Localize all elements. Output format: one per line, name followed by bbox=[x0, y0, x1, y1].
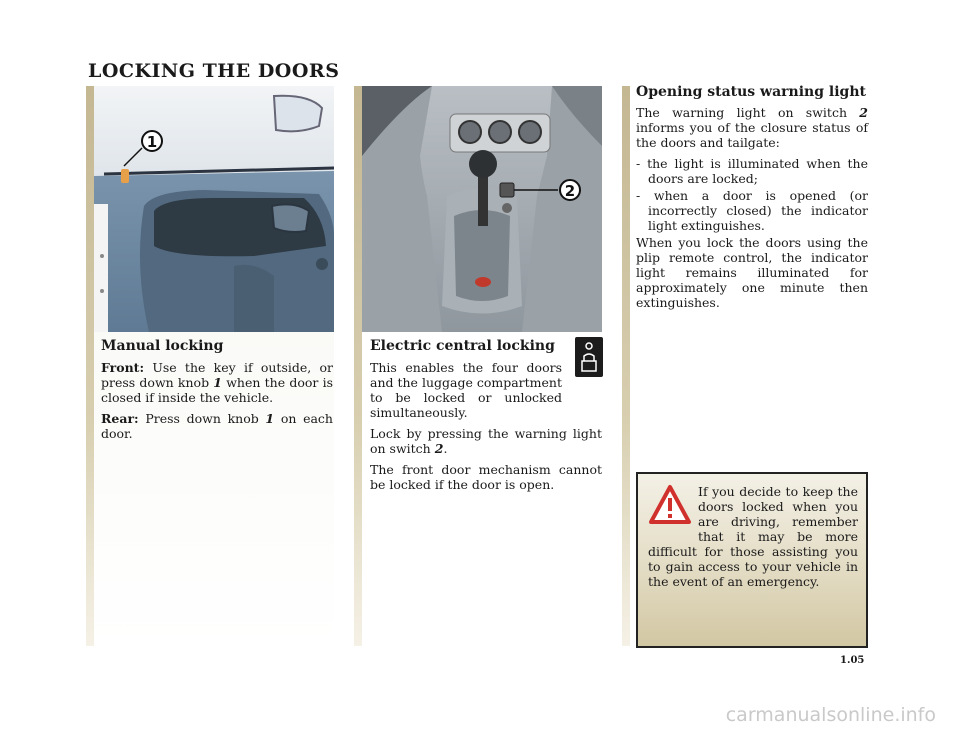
front-text-b: when the door is closed if inside the vehicle. bbox=[101, 375, 333, 405]
page-title: LOCKING THE DOORS bbox=[88, 60, 340, 82]
electric-p2-text: Lock by pressing the warning light on switch bbox=[370, 426, 602, 456]
rear-text-b: on each door. bbox=[101, 411, 333, 441]
front-label: Front: bbox=[101, 360, 145, 375]
front-paragraph bbox=[101, 360, 333, 405]
status-bullet-1: - the light is illuminated when the doors are locked; bbox=[636, 156, 868, 186]
electric-locking-heading: Electric central locking bbox=[370, 338, 555, 354]
status-switch-number: 2 bbox=[859, 105, 868, 120]
manual-locking-section bbox=[101, 338, 333, 447]
electric-switch-number: 2 bbox=[434, 441, 444, 456]
warning-text-block bbox=[648, 484, 858, 589]
callout-2-label: 2 bbox=[564, 182, 576, 200]
front-knob-number: 1 bbox=[213, 375, 222, 390]
column-band-middle bbox=[354, 86, 362, 646]
front-text-a: Use the key if outside, or press down knob bbox=[101, 360, 333, 390]
rear-knob-number: 1 bbox=[265, 411, 275, 426]
status-p1-text: The warning light on switch bbox=[636, 105, 847, 120]
callout-1-label: 1 bbox=[146, 133, 158, 151]
status-bullet-2: - when a door is opened (or incorrectly closed) the indicator light extinguishes. bbox=[636, 188, 868, 233]
electric-paragraph-3: The front door mechanism cannot be locked if the door is open. bbox=[370, 462, 602, 492]
rear-paragraph bbox=[101, 411, 333, 441]
warning-box bbox=[636, 472, 868, 648]
column-band-left bbox=[86, 86, 94, 646]
rear-label: Rear: bbox=[101, 411, 139, 426]
manual-locking-heading: Manual locking bbox=[101, 338, 224, 354]
status-p1-end: informs you of the closure status of the doors and tailgate: bbox=[636, 120, 868, 150]
centre-console-photo bbox=[362, 86, 602, 332]
electric-paragraph-1: This enables the four doors and the luggage compartment to be locked or unlocked simultaneously. bbox=[370, 360, 562, 420]
warning-triangle-icon bbox=[648, 484, 698, 544]
opening-status-paragraph-2: When you lock the doors using the plip remote control, the indicator light remains illuminated for approximately one minute then extinguishes. bbox=[636, 235, 868, 310]
electric-p2-end: . bbox=[443, 441, 448, 456]
electric-locking-section bbox=[370, 338, 602, 498]
opening-status-paragraph-1 bbox=[636, 105, 868, 150]
door-interior-photo bbox=[94, 86, 334, 332]
opening-status-heading: Opening status warning light bbox=[636, 84, 866, 100]
column-band-right bbox=[622, 86, 630, 646]
page-number: 1.05 bbox=[840, 655, 865, 666]
opening-status-section bbox=[636, 84, 868, 316]
warning-text: If you decide to keep the doors locked when you are driving, remember that it may be more difficult for those assisting you to gain access to your vehicle in the event of an emergency. bbox=[648, 484, 858, 589]
watermark: carmanualsonline.info bbox=[725, 704, 936, 726]
rear-text-a: Press down knob bbox=[145, 411, 259, 426]
electric-paragraph-2 bbox=[370, 426, 602, 456]
